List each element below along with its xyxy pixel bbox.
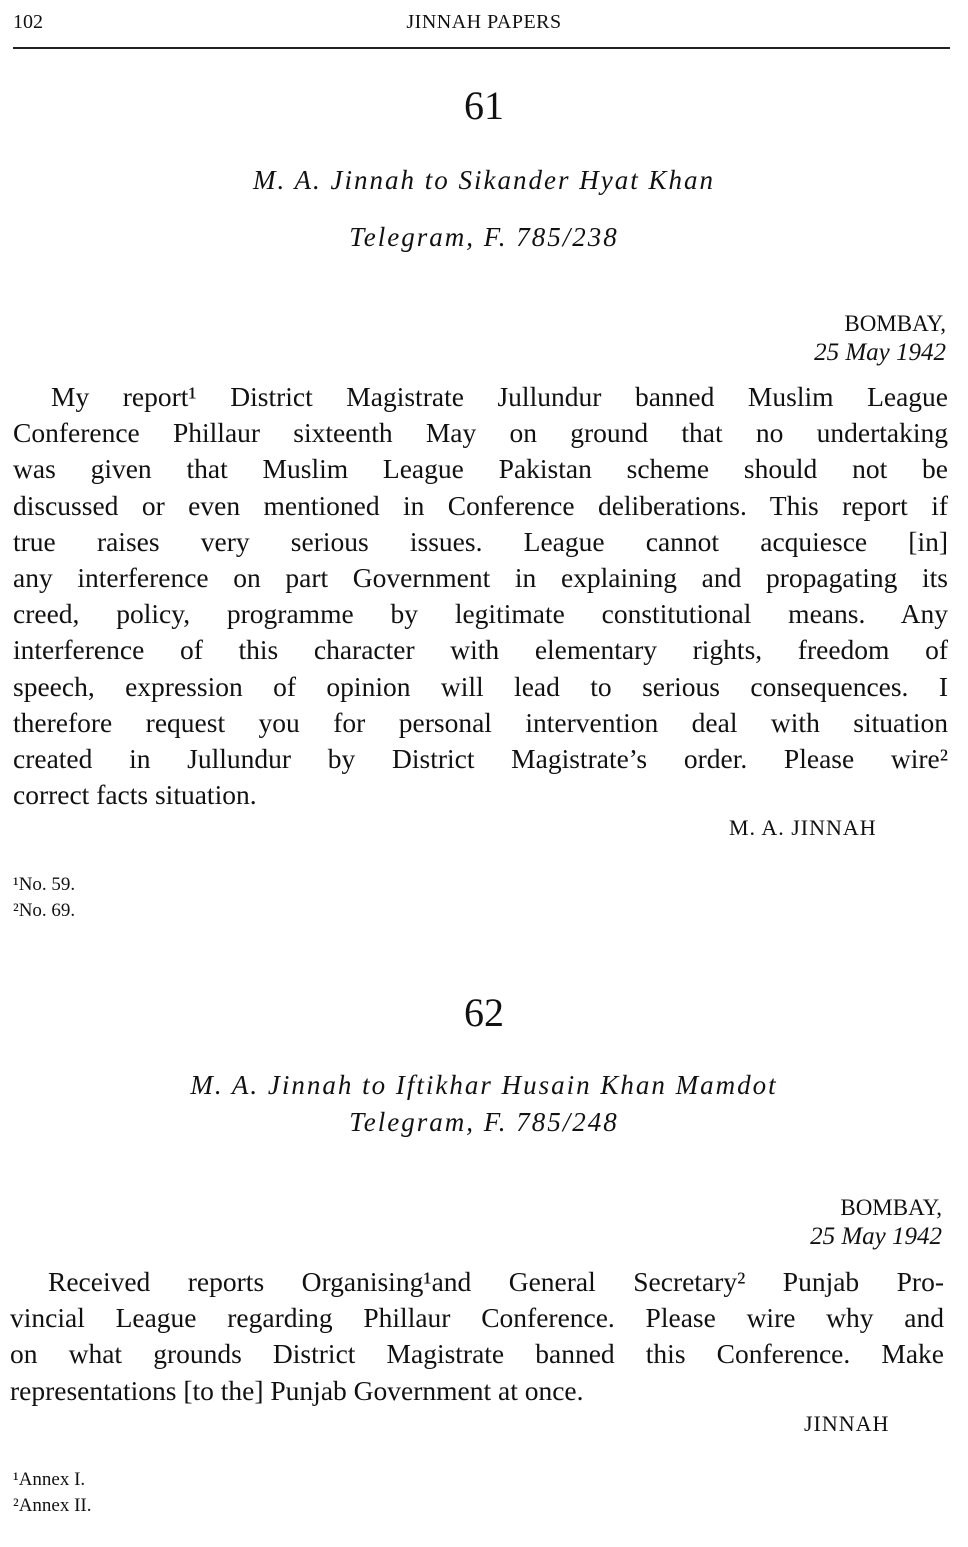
telegram-body: [13, 379, 948, 813]
document-number: 61: [464, 83, 504, 128]
body-line: created in Jullundur by District Magistrate’s order. Please wire²: [13, 743, 948, 775]
footnotes: [13, 872, 75, 924]
dateline-date: 25 May 1942: [814, 339, 946, 366]
footnote: ¹Annex I.: [13, 1469, 86, 1490]
body-line: vincial League regarding Phillaur Conference. Please wire why and: [10, 1302, 944, 1334]
header-rule: [13, 47, 950, 49]
body-line: was given that Muslim League Pakistan scheme should not be: [13, 453, 948, 485]
document-reference: Telegram, F. 785/248: [349, 1107, 619, 1137]
dateline-place: BOMBAY,: [840, 1195, 942, 1220]
document-title: M. A. Jinnah to Iftikhar Husain Khan Mamdot: [190, 1070, 778, 1100]
body-line: interference of this character with elementary rights, freedom of: [13, 634, 948, 666]
body-line: any interference on part Government in explaining and propagating its: [13, 562, 948, 594]
footnote: ²Annex II.: [13, 1495, 92, 1516]
footnote: ²No. 69.: [13, 900, 76, 921]
page-number: 102: [13, 11, 43, 33]
body-line: therefore request you for personal intervention deal with situation: [13, 706, 948, 738]
signature: JINNAH: [804, 1411, 890, 1436]
body-line: Received reports Organising¹and General Secretary² Punjab Pro-: [48, 1266, 944, 1297]
footnote: ¹No. 59.: [13, 874, 76, 895]
document-title: M. A. Jinnah to Sikander Hyat Khan: [253, 165, 715, 195]
dateline-place: BOMBAY,: [844, 311, 946, 336]
body-line: discussed or even mentioned in Conference deliberations. This report if: [13, 489, 948, 521]
dateline-date: 25 May 1942: [810, 1223, 942, 1250]
body-line: Conference Phillaur sixteenth May on ground that no undertaking: [13, 417, 948, 449]
body-line: true raises very serious issues. League cannot acquiesce [in]: [13, 525, 948, 557]
footnotes: [13, 1467, 92, 1519]
body-line: representations [to the] Punjab Government at once.: [10, 1374, 584, 1406]
signature: M. A. JINNAH: [729, 815, 877, 840]
body-line: My report¹ District Magistrate Jullundur banned Muslim League: [51, 381, 948, 412]
body-line: on what grounds District Magistrate banned this Conference. Make: [10, 1338, 944, 1370]
document-reference: Telegram, F. 785/238: [349, 222, 619, 252]
body-line: speech, expression of opinion will lead to serious consequences. I: [13, 670, 948, 702]
running-title: JINNAH PAPERS: [406, 11, 562, 33]
telegram-body: [10, 1264, 944, 1409]
body-line: correct facts situation.: [13, 779, 257, 811]
body-line: creed, policy, programme by legitimate constitutional means. Any: [13, 598, 948, 630]
document-number: 62: [464, 990, 504, 1035]
